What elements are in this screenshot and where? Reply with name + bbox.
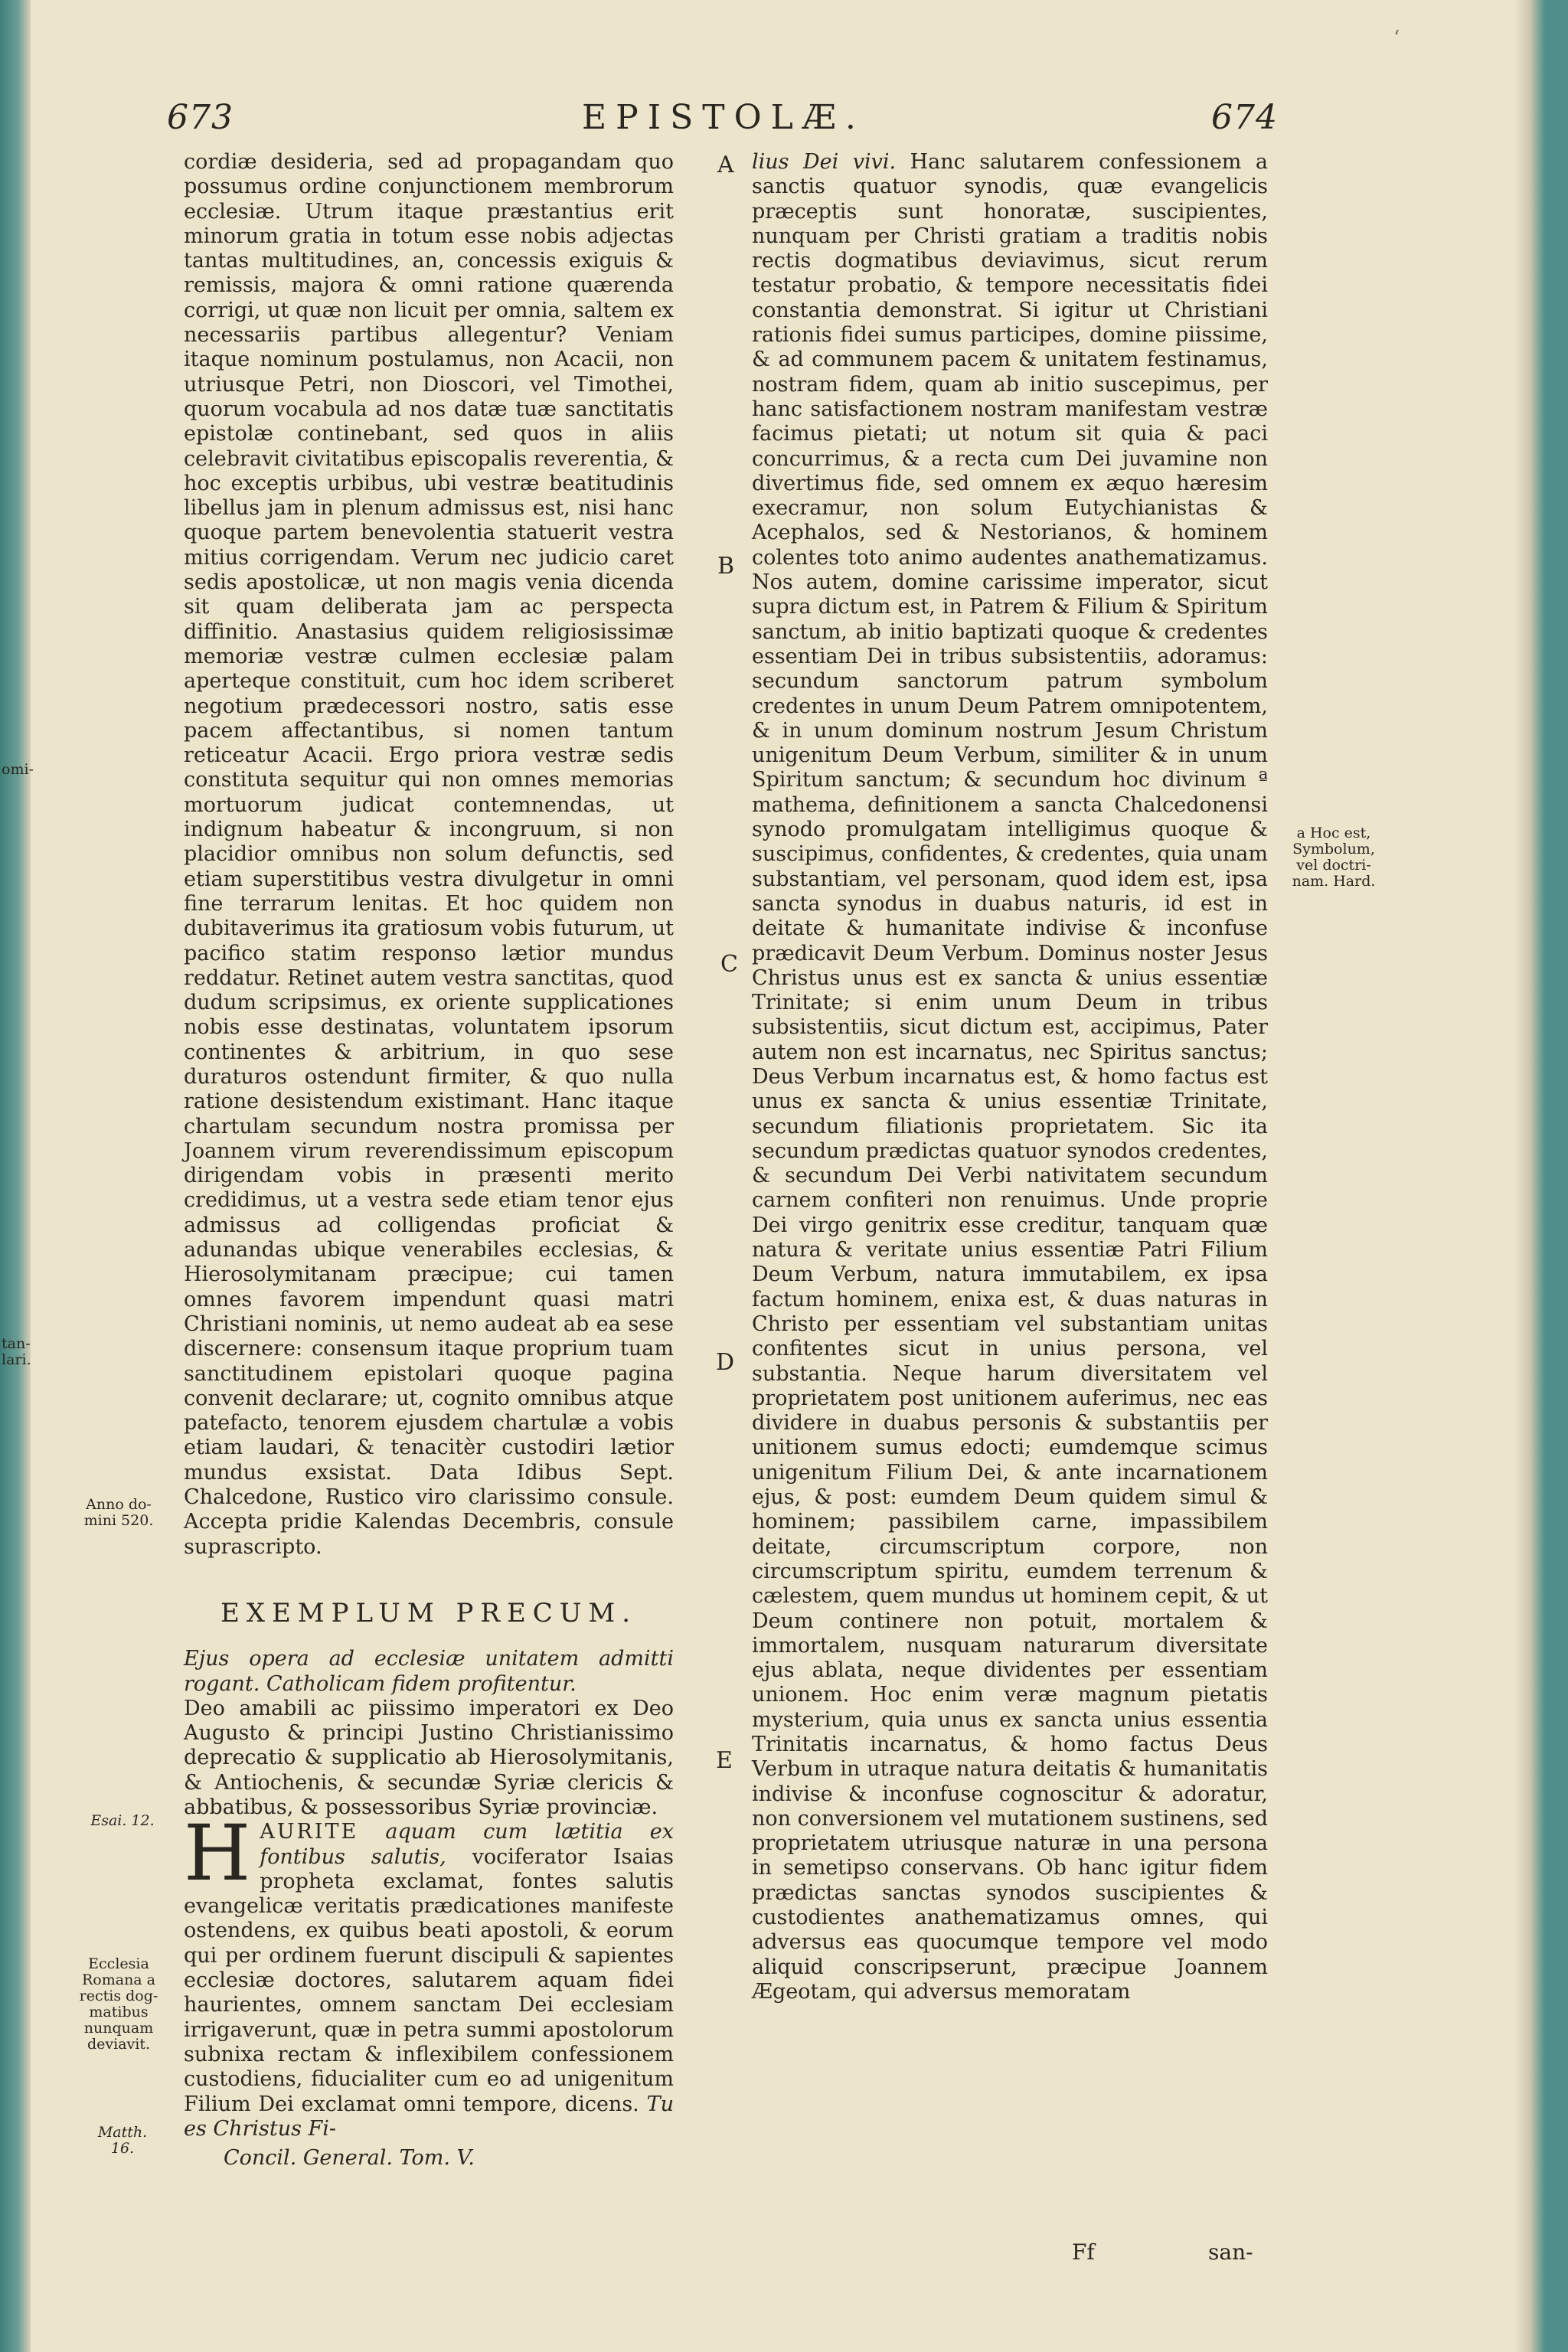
signature-mark: Ff: [1072, 2239, 1095, 2265]
catchword: san-: [1208, 2239, 1253, 2265]
section-marker-e: E: [716, 1747, 733, 1774]
section-subheading: Ejus opera ad ecclesiæ unitatem admitti rogant. Catholicam fidem profitentur.: [184, 1647, 674, 1696]
petition-body: vociferator Isaias propheta exclamat, fontes salutis evangelicæ veritatis prædicationes manifeste ostendens, ex quibus beati apostoli, & eorum qui per ordinem fuerunt discipuli & sapientes ecclesiæ doctores, salutarem aquam fidei haurientes, omnem sanctam Dei ecclesiam irrigaverunt, quæ in petra summi apostolorum subnixa rectam & inflexibilem confessionem custodiens, fiducialiter cum eo ad unigenitum Filium Dei exclamat omni tempore, dicens.: [184, 1844, 675, 2116]
drop-cap: H: [184, 1808, 251, 1899]
margin-note-left-1: omi-: [2, 761, 34, 778]
volume-footer: Concil. General. Tom. V.: [224, 2146, 475, 2171]
quote-start: lius Dei vivi.: [752, 150, 897, 174]
left-page-edge: [0, 0, 31, 2352]
running-header: [0, 98, 1568, 144]
page-number-left: 673: [167, 98, 234, 137]
right-column: [752, 150, 1268, 2004]
left-column: [184, 150, 674, 2171]
initial-caps: AURITE: [260, 1820, 359, 1844]
incipit-italic: aquam cum lætitia ex fontibus salutis,: [260, 1820, 674, 1869]
section-marker-a: A: [717, 152, 734, 178]
page-blemish-mark: ‘: [1393, 27, 1400, 50]
left-column-text: cordiæ desideria, sed ad propagandam quo possumus ordine conjunctionem membrorum ecclesiæ. Utrum itaque præstantius erit minorum gratia in totum esse nobis adjectas tantas multitudines, an, concessis exiguis & remissis, majora & omni ratione quærenda corrigi, ut quæ non licuit per omnia, saltem ex necessariis partibus allegentur? Veniam itaque nominum postulamus, non Acacii, non utriusque Petri, non Dioscori, vel Timothei, quorum vocabula ad nos datæ tuæ sanctitatis epistolæ continebant, sed quos in aliis celebravit civitatibus episcopalis reverentia, & hoc exceptis urbibus, ubi vestræ beatitudinis libellus jam in plenum admissus est, nisi hanc quoque partem benevolentia statuerit vestra mitius corrigendam. Verum nec judicio caret sedis apostolicæ, ut non magis venia dicenda sit quam deliberata jam ac perspecta diffinitio. Anastasius quidem religiosissimæ memoriæ vestræ culmen ecclesiæ palam aperteque constituit, cum hoc idem scriberet negotium prædecessori nostro, satis esse pacem affectantibus, si nomen tantum reticeatur Acacii. Ergo priora vestræ sedis constituta sequitur qui non omnes memorias mortuorum judicat contemnendas, ut indignum habeatur & incongruum, si non placidior omnibus non solum defunctis, sed etiam superstitibus vestra divulgetur in omni fine terrarum lenitas. Et hoc quidem non dubitaverimus ita gratiosum vobis futurum, ut pacifico statim responso lætior mundus reddatur. Retinet autem vestra sanctitas, quod dudum scripsimus, ex oriente supplicationes nobis esse destinatas, voluntatem ipsorum continentes & arbitrium, in quo sese duraturos ostendunt firmiter, & quo nulla ratione desistendum existimant. Hanc itaque chartulam secundum nostra promissa per Joannem virum reverendissimum episcopum dirigendam vobis in præsenti merito credidimus, ut a vestra sede etiam tenor ejus admissus ad colligendas proficiat & adunandas ubique venerabiles ecclesias, & Hierosolymitanam præcipue; cui tamen omnes favorem impendunt quasi matri Christiani nominis, ut nemo audeat ab ea sese discernere: consensum itaque proprium tuam sanctitudinem epistolari quoque pagina convenit declarare; ut, cognito omnibus atque patefacto, tenorem ejusdem chartulæ a vobis etiam laudari, & tenacitèr custodiri lætior mundus exsistat. Data Idibus Sept. Chalcedone, Rustico viro clarissimo consule. Accepta pridie Kalendas Decembris, consule suprascripto.: [184, 150, 674, 1559]
right-page-edge: [1514, 0, 1568, 2352]
address-paragraph: Deo amabili ac piissimo imperatori ex Deo Augusto & principi Justino Christianissimo deprecatio & supplicatio ab Hierosolymitanis, & Antiochenis, & secundæ Syriæ clericis & abbatibus, & possessoribus Syriæ provinciæ.: [184, 1696, 674, 1819]
margin-note-symbolum: a Hoc est, Symbolum, vel doctri- nam. Hard.: [1292, 825, 1376, 890]
margin-note-left-2: tan- lari.: [2, 1335, 31, 1368]
margin-note-matth: Matth. 16.: [97, 2124, 148, 2157]
margin-note-anno: Anno do- mini 520.: [83, 1496, 154, 1529]
page-number-right: 674: [1211, 98, 1278, 137]
section-marker-c: C: [720, 951, 738, 978]
quote-end: Tu es Christus Fi-: [184, 2092, 674, 2141]
margin-note-esai: Esai. 12.: [90, 1812, 155, 1829]
petition-paragraph: [184, 1808, 675, 2141]
margin-note-ecclesia: Ecclesia Romana a rectis dog- matibus nunquam deviavit.: [79, 1955, 158, 2053]
section-marker-d: D: [716, 1349, 735, 1376]
section-marker-b: B: [717, 553, 735, 580]
section-heading: EXEMPLUM PRECUM.: [220, 1597, 638, 1628]
right-column-body: Hanc salutarem confessionem a sanctis quatuor synodis, quæ evangelicis præceptis sunt honoratæ, suscipientes, nunquam per Christi gratiam a traditis nobis rectis dogmatibus deviavimus, sicut rerum testatur probatio, & tempore necessitatis fidei constantia demonstrat. Si igitur ut Christiani rationis fidei sumus participes, domine piissime, & ad communem pacem & unitatem festinamus, nostram fidem, quam ab initio suscepimus, per hanc satisfactionem nostram manifestam vestræ facimus pietati; ut notum sit quia & paci concurrimus, & a recta cum Dei juvamine non divertimus fide, sed omnem ex æquo hæresim execramur, non solum Eutychianistas & Acephalos, sed & Nestorianos, & hominem colentes toto animo audentes anathematizamus. Nos autem, domine carissime imperator, sicut supra dictum est, in Patrem & Filium & Spiritum sanctum, ab initio baptizati quoque & credentes essentiam Dei in tribus subsistentiis, adoramus: secundum sanctorum patrum symbolum credentes in unum Deum Patrem omnipotentem, & in unum dominum nostrum Jesum Christum unigenitum Deum Verbum, similiter & in unum Spiritum sanctum; & secundum hoc divinum ª mathema, definitionem a sancta Chalcedonensi synodo promulgatam intelligimus quoque & suscipimus, confidentes, & credentes, quia unam substantiam, vel personam, quod idem est, ipsa sancta synodus in duabus naturis, id est in deitate & humanitate indivise & inconfuse prædicavit Deum Verbum. Dominus noster Jesus Christus unus est ex sancta & unius essentiæ Trinitate; si enim unum Deum in tribus subsistentiis, sicut dictum est, accipimus, Pater autem non est incarnatus, nec Spiritus sanctus; Deus Verbum incarnatus est, & homo factus est unus ex sancta & unius essentiæ Trinitate, secundum filiationis proprietatem. Sic ita secundum prædictas quatuor synodos credentes, & secundum Dei Verbi nativitatem secundum carnem confiteri non renuimus. Unde proprie Dei virgo genitrix esse creditur, tanquam quæ natura & veritate unius essentiæ Patri Filium Deum Verbum, natura immutabilem, ex ipsa factum hominem, enixa est, & duas naturas in Christo per essentiam vel substantiam unitas confitentes sicut in unius persona, vel substantia. Neque harum diversitatem vel proprietatem post unitionem auferimus, nec eas dividere in duabus personis & substantiis per unitionem sumus edocti; eumdemque scimus unigenitum Filium Dei, & ante incarnationem ejus, & post: eumdem Deum quidem simul & hominem; passibilem carne, impassibilem deitate, circumscriptum corpore, non circumscriptum spiritu, eumdem terrenum & cælestem, quem mundus ut hominem cepit, & ut Deum continere non potuit, mortalem & immortalem, nusquam naturarum diversitate ejus ablata, neque dividentes per essentiam unionem. Hoc enim veræ magnum pietatis mysterium, quia unus ex sancta unius essentia Trinitatis incarnatus, & homo factus Deus Verbum in utraque natura deitatis & humanitatis indivise & inconfuse cognoscitur & adoratur, non conversionem vel mutationem sustinens, sed proprietatem utriusque naturæ in una persona in semetipso conservans. Ob hanc igitur fidem prædictas sanctas synodos suscipientes & custodientes anathematizamus omnes, qui adversus eas quocumque tempore vel modo aliquid conscripserunt, præcipue Joannem Ægeotam, qui adversus memoratam: [752, 150, 1268, 2004]
running-title: EPISTOLÆ.: [582, 98, 865, 137]
right-column-text: [752, 150, 1268, 2004]
